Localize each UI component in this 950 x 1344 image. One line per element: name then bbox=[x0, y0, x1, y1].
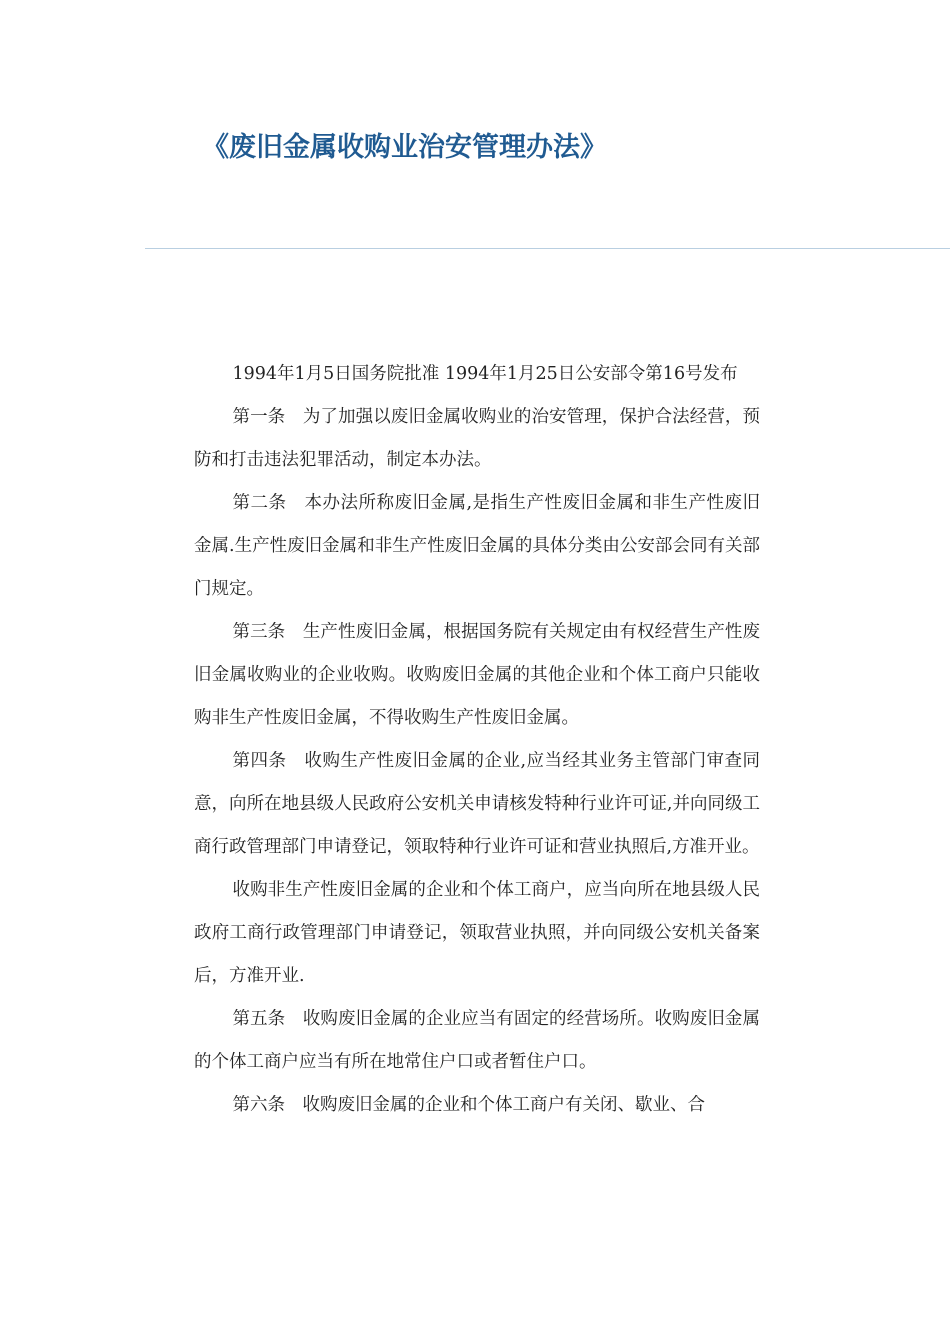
paragraph-article-6: 第六条 收购废旧金属的企业和个体工商户有关闭、歇业、合 bbox=[232, 1095, 705, 1115]
paragraph-article-5: 第五条 收购废旧金属的企业应当有固定的经营场所。收购废旧金属的个体工商户应当有所在地常住户口或者暂住户口。 bbox=[194, 1009, 760, 1072]
paragraph-article-4-cont: 收购非生产性废旧金属的企业和个体工商户，应当向所在地县级人民政府工商行政管理部门申请登记，领取营业执照，并向同级公安机关备案后，方准开业. bbox=[194, 880, 760, 986]
document-title: 《废旧金属收购业治安管理办法》 bbox=[202, 132, 607, 163]
paragraph-issuance-info: 1994年1月5日国务院批准 1994年1月25日公安部令第16号发布 bbox=[232, 364, 738, 384]
title-divider bbox=[145, 248, 950, 249]
paragraph-article-3: 第三条 生产性废旧金属，根据国务院有关规定由有权经营生产性废旧金属收购业的企业收购。收购废旧金属的其他企业和个体工商户只能收购非生产性废旧金属，不得收购生产性废旧金属。 bbox=[194, 622, 760, 728]
document-body bbox=[194, 353, 760, 1127]
paragraph-article-2: 第二条 本办法所称废旧金属,是指生产性废旧金属和非生产性废旧金属.生产性废旧金属和非生产性废旧金属的具体分类由公安部会同有关部门规定。 bbox=[194, 493, 760, 599]
paragraph-article-1: 第一条 为了加强以废旧金属收购业的治安管理，保护合法经营，预防和打击违法犯罪活动，制定本办法。 bbox=[194, 407, 760, 470]
paragraph-article-4: 第四条 收购生产性废旧金属的企业,应当经其业务主管部门审查同意，向所在地县级人民政府公安机关申请核发特种行业许可证,并向同级工商行政管理部门申请登记，领取特种行业许可证和营业执照后,方准开业。 bbox=[194, 751, 760, 857]
